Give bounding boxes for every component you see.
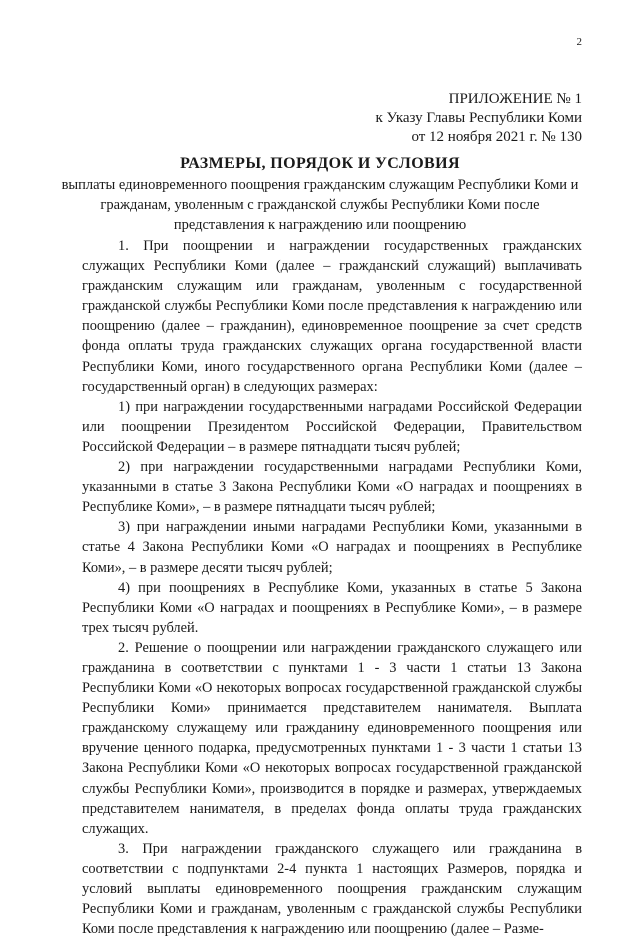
paragraph-1-item-1: 1) при награждении государственными наградами Российской Федерации или поощрении Президентом Российской Федерации, Правительством Российской Федерации – в размере пятнадцати тысяч рублей; (82, 398, 582, 455)
paragraph-1-item-2: 2) при награждении государственными наградами Республики Коми, указанными в статье 3 Закона Республики Коми «О наградах и поощрениях в Республике Коми», – в размере пятнадцати тысяч рублей; (82, 459, 582, 516)
page-number: 2 (576, 36, 582, 48)
paragraph-1: 1. При поощрении и награждении государственных гражданских служащих Республики Коми (далее – гражданский служащий) выплачивать гражданским служащим или гражданам, уволенным с государственной гражданской службы Республики Коми после представления к награждению или поощрению (далее – гражданин), единовременное поощрение за счет средств фонда оплаты труда гражданских служащих органа государственной власти Республики Коми, иного государственного органа Республики Коми (далее – государственный орган) в следующих размерах: (82, 238, 582, 395)
appendix-title: ПРИЛОЖЕНИЕ № 1 (448, 91, 582, 107)
paragraph-3: 3. При награждении гражданского служащего или гражданина в соответствии с подпунктами 2-4 пункта 1 настоящих Размеров, порядка и условий выплаты единовременного поощрения гражданским служащим Республики Коми и гражданам, уволенным с гражданской службы Республики Коми после представления к награждению или поощрению (далее – Разме- (82, 840, 582, 938)
appendix-decree-date: от 12 ноября 2021 г. № 130 (411, 129, 582, 145)
document-title: РАЗМЕРЫ, ПОРЯДОК И УСЛОВИЯ (180, 155, 460, 172)
document-subtitle: выплаты единовременного поощрения гражданским служащим Республики Коми и гражданам, уволенным с гражданской службы Республики Коми после представления к награждению или поощрению (61, 177, 579, 233)
document-body (82, 236, 582, 939)
appendix-decree-ref: к Указу Главы Республики Коми (375, 110, 582, 126)
paragraph-1-item-3: 3) при награждении иными наградами Республики Коми, указанными в статье 4 Закона Республики Коми «О наградах и поощрениях в Республике Коми», – в размере десяти тысяч рублей; (82, 519, 582, 576)
document-title-block (60, 154, 580, 235)
paragraph-2: 2. Решение о поощрении или награждении гражданского служащего или гражданина в соответствии с пунктами 1 - 3 части 1 статьи 13 Закона Республики Коми «О некоторых вопросах государственной гражданской службы Республики Коми» принимается представителем нанимателя. Выплата гражданскому служащему или гражданину единовременного поощрения или вручение ценного подарка, предусмотренных пунктами 1 - 3 части 1 статьи 13 Закона Республики Коми «О некоторых вопросах государственной гражданской службы Республики Коми», производится в порядке и размерах, утверждаемых представителем нанимателя, в пределах фонда оплаты труда гражданских служащих. (82, 639, 582, 837)
appendix-header (282, 90, 582, 147)
paragraph-1-item-4: 4) при поощрениях в Республике Коми, указанных в статье 5 Закона Республики Коми «О наградах и поощрениях в Республике Коми», – в размере трех тысяч рублей. (82, 579, 582, 636)
